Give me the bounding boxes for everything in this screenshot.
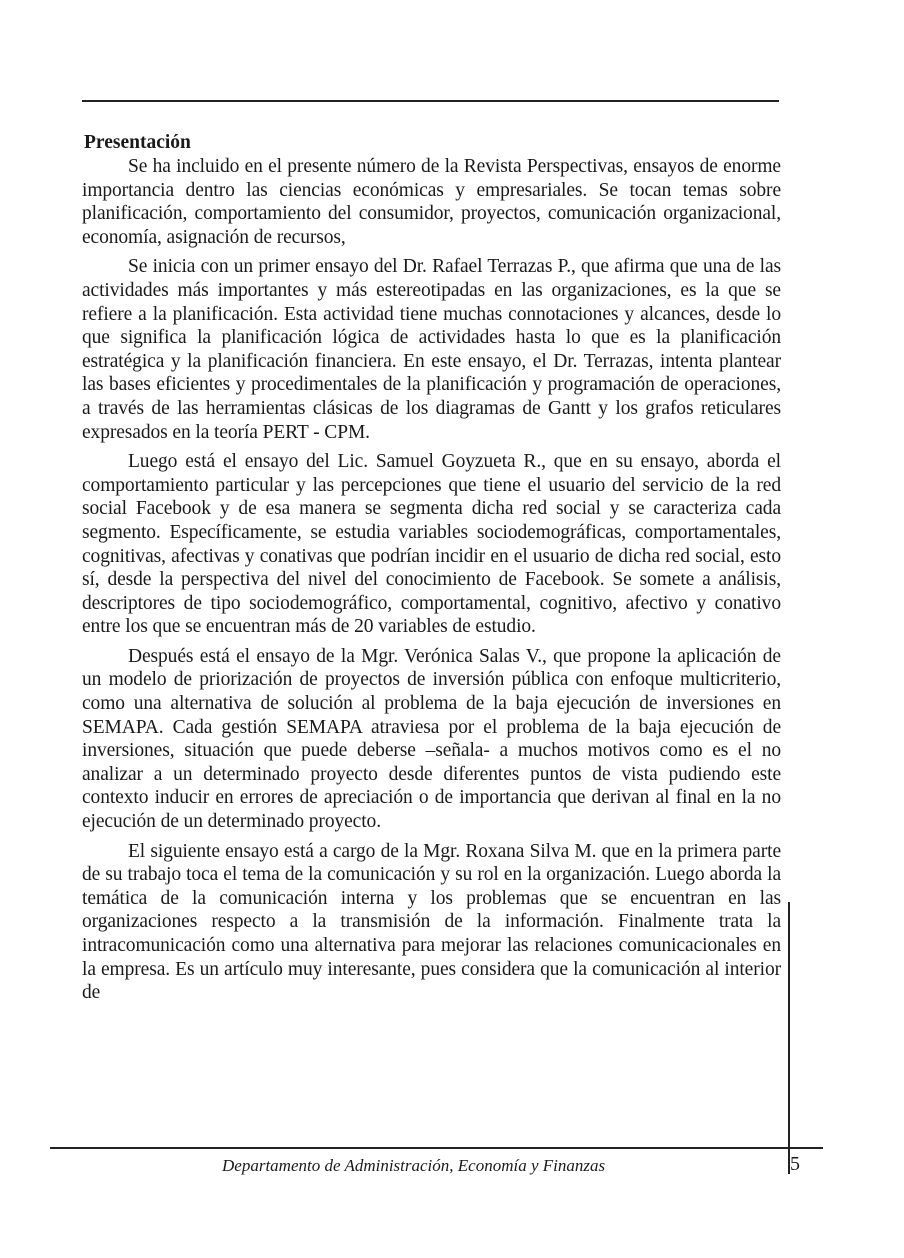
margin-rule: [788, 902, 790, 1174]
footer-department: Departamento de Administración, Economía y Finanzas: [222, 1156, 606, 1175]
header-rule: [82, 100, 779, 102]
paragraph-3: Luego está el ensayo del Lic. Samuel Goyzueta R., que en su ensayo, aborda el comportamiento particular y las percepciones que tiene el usuario del servicio de la red social Facebook y de esa manera se segmenta dicha red social y se caracteriza cada segmento. Específicamente, se estudia variables sociodemográficas, comportamentales, cognitivas, afectivas y conativas que podrían incidir en el usuario de dicha red social, esto sí, desde la perspectiva del nivel del conocimiento de Facebook. Se somete a análisis, descriptores de tipo sociodemográfico, comportamental, cognitivo, afectivo y conativo entre los que se encuentran más de 20 variables de estudio.: [82, 451, 781, 638]
paragraph-5: El siguiente ensayo está a cargo de la Mgr. Roxana Silva M. que en la primera parte de su trabajo toca el tema de la comunicación y su rol en la organización. Luego aborda la temática de la comunicación interna y los problemas que se encuentran en las organizaciones respecto a la transmisión de la información. Finalmente trata la intracomunicación como una alternativa para mejorar las relaciones comunicacionales en la empresa. Es un artículo muy interesante, pues considera que la comunicación al interior de: [82, 840, 781, 1004]
paragraph-2: Se inicia con un primer ensayo del Dr. Rafael Terrazas P., que afirma que una de las actividades más importantes y más estereotipadas en las organizaciones, es la que se refiere a la planificación. Esta actividad tiene muchas connotaciones y alcances, desde lo que significa la planificación lógica de actividades hasta lo que es la planificación estratégica y la planificación financiera. En este ensayo, el Dr. Terrazas, intenta plantear las bases eficientes y procedimentales de la planificación y programación de operaciones, a través de las herramientas clásicas de los diagramas de Gantt y los grafos reticulares expresados en la teoría PERT - CPM.: [82, 256, 781, 443]
page-body: [82, 130, 781, 1011]
footer-rule: [50, 1147, 823, 1149]
section-title: Presentación: [84, 132, 191, 153]
paragraph-1: Se ha incluido en el presente número de la Revista Perspectivas, ensayos de enorme importancia dentro las ciencias económicas y empresariales. Se tocan temas sobre planificación, comportamiento del consumidor, proyectos, comunicación organizacional, economía, asignación de recursos,: [82, 156, 781, 248]
paragraph-4: Después está el ensayo de la Mgr. Verónica Salas V., que propone la aplicación de un modelo de priorización de proyectos de inversión pública con enfoque multicriterio, como una alternativa de solución al problema de la baja ejecución de inversiones en SEMAPA. Cada gestión SEMAPA atraviesa por el problema de la baja ejecución de inversiones, situación que puede deberse –señala- a muchos motivos como es el no analizar a un determinado proyecto desde diferentes puntos de vista pudiendo este contexto inducir en errores de apreciación o de importancia que derivan al final en la no ejecución de un determinado proyecto.: [82, 645, 781, 833]
page-number: 5: [790, 1153, 800, 1175]
